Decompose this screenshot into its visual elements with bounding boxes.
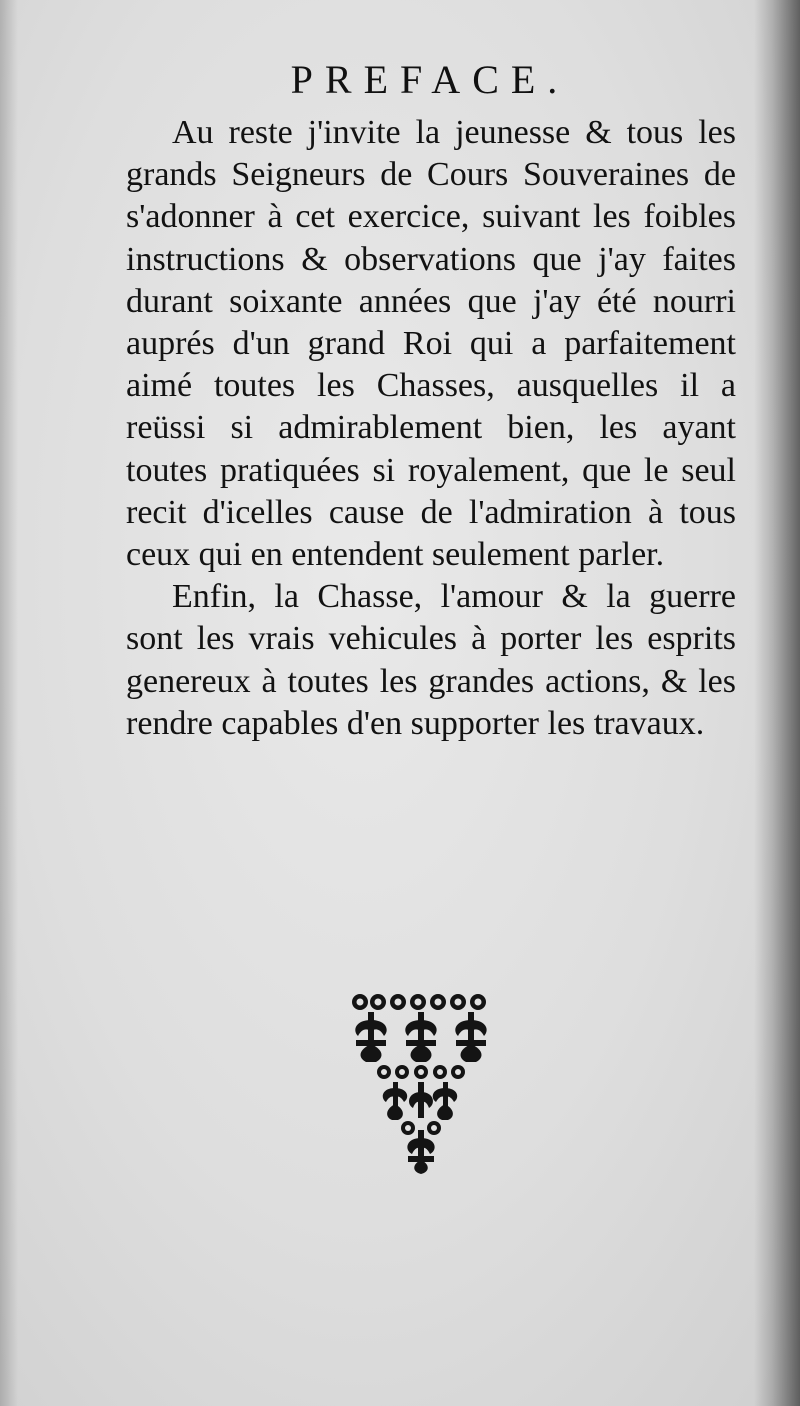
page-gutter-shadow [754,0,800,1406]
page-header: PREFACE. [290,57,570,102]
page-text [126,112,736,745]
page-left-shadow [0,0,18,1406]
fleuron-tailpiece-icon [346,992,496,1174]
paragraph: Au reste j'invite la jeunesse & tous les grands Seigneurs de Cours Souveraines de s'adonner à cet exercice, suivant les foibles instructions & observations que j'ay faites durant soixante années que j'ay été nourri auprés d'un grand Roi qui a parfaitement aimé toutes les Chasses, ausquelles il a reüssi si admirablement bien, les ayant toutes pratiquées si royalement, que le seul recit d'icelles cause de l'admiration à tous ceux qui en entendent seulement parler. [126,114,736,574]
paragraph: Enfin, la Chasse, l'amour & la guerre sont les vrais vehicules à porter les esprits genereux à toutes les grandes actions, & les rendre capables d'en supporter les travaux. [126,578,736,742]
